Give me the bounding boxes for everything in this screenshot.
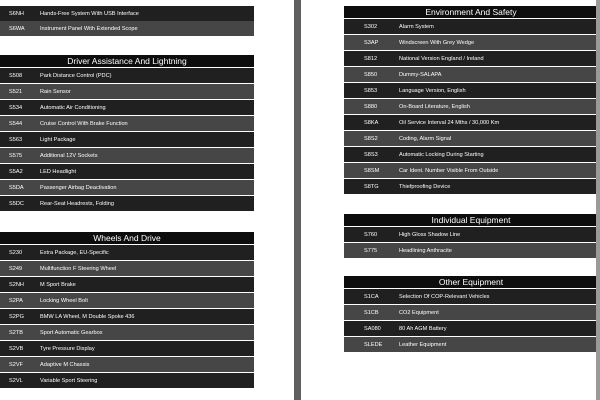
option-description: Sport Automatic Gearbox	[40, 329, 103, 336]
section-title: Individual Equipment	[344, 214, 598, 227]
option-row	[344, 305, 598, 321]
option-description: On-Board Literature, English	[399, 103, 470, 110]
option-description: Headlining Anthracite	[399, 247, 452, 254]
option-code: S8SM	[364, 167, 380, 174]
option-code: S563	[9, 136, 23, 143]
option-code: S760	[364, 231, 378, 238]
option-code: S544	[9, 120, 23, 127]
option-row	[0, 261, 254, 277]
option-description: Tyre Pressure Display	[40, 345, 95, 352]
option-row	[344, 131, 598, 147]
option-description: Thiefproofing Device	[399, 183, 451, 190]
option-row	[344, 243, 598, 259]
option-description: Rain Sensor	[40, 88, 71, 95]
option-row	[0, 84, 254, 100]
section-other-equipment	[344, 276, 598, 353]
option-description: Multifunction F Steering Wheel	[40, 265, 117, 272]
option-code: S880	[364, 103, 378, 110]
option-row	[344, 179, 598, 195]
option-row	[0, 373, 254, 389]
option-row	[0, 309, 254, 325]
option-row	[0, 293, 254, 309]
option-row	[344, 289, 598, 305]
option-description: High Gloss Shadow Line	[399, 231, 461, 238]
option-row	[0, 148, 254, 164]
option-code: S230	[9, 249, 23, 256]
option-description: Coding, Alarm Signal	[399, 135, 452, 142]
section-individual-equipment	[344, 214, 598, 259]
option-description: M Sport Brake	[40, 281, 76, 288]
option-description: Dummy-SALAPA	[399, 71, 442, 78]
option-row	[0, 68, 254, 84]
option-code: S1CA	[364, 293, 379, 300]
option-row	[0, 180, 254, 196]
option-description: Rear-Seat Headrests, Folding	[40, 200, 114, 207]
option-description: National Version England / Ireland	[399, 55, 484, 62]
option-description: Passenger Airbag Deactivation	[40, 184, 117, 191]
section-title: Wheels And Drive	[0, 232, 254, 245]
option-code: S575	[9, 152, 23, 159]
option-row	[344, 83, 598, 99]
option-description: Adaptive M Chassis	[40, 361, 90, 368]
option-description: Variable Sport Steering	[40, 377, 98, 384]
option-code: S853	[364, 87, 378, 94]
option-description: 80 Ah AGM Battery	[399, 325, 447, 332]
option-code: S249	[9, 265, 23, 272]
option-row	[344, 67, 598, 83]
option-code: S3AP	[364, 39, 379, 46]
section-title: Environment And Safety	[344, 6, 598, 19]
option-code: S6WA	[9, 25, 25, 32]
option-description: Automatic Air Conditioning	[40, 104, 106, 111]
option-code: S8S3	[364, 151, 378, 158]
option-description: Leather Equipment	[399, 341, 447, 348]
option-code: S2TB	[9, 329, 23, 336]
page-divider	[294, 0, 301, 400]
option-row	[0, 341, 254, 357]
option-code: S6NH	[9, 10, 24, 17]
option-row	[0, 132, 254, 148]
option-description: Additional 12V Sockets	[40, 152, 98, 159]
option-description: Locking Wheel Bolt	[40, 297, 88, 304]
option-code: S8KA	[364, 119, 379, 126]
option-row	[0, 6, 254, 21]
section-driver-assistance	[0, 55, 254, 212]
option-code: S2NH	[9, 281, 24, 288]
option-description: Language Version, English	[399, 87, 466, 94]
option-row	[344, 51, 598, 67]
section-wheels-and-drive	[0, 232, 254, 389]
option-code: S5DC	[9, 200, 24, 207]
option-row	[0, 325, 254, 341]
option-code: S2VB	[9, 345, 24, 352]
option-row	[344, 147, 598, 163]
option-code: S508	[9, 72, 23, 79]
option-row	[344, 321, 598, 337]
option-description: LED Headlight	[40, 168, 77, 175]
option-row	[0, 164, 254, 180]
option-code: S534	[9, 104, 23, 111]
option-code: S775	[364, 247, 378, 254]
section-title: Other Equipment	[344, 276, 598, 289]
option-row	[0, 21, 254, 36]
option-code: S2PA	[9, 297, 23, 304]
option-row	[344, 163, 598, 179]
option-code: S521	[9, 88, 23, 95]
option-code: SLEDE	[364, 341, 383, 348]
option-description: Windscreen With Grey Wedge	[399, 39, 475, 46]
option-row	[344, 35, 598, 51]
option-description: Instrument Panel With Extended Scope	[40, 25, 138, 32]
option-code: S1CB	[364, 309, 379, 316]
option-code: S2VL	[9, 377, 23, 384]
option-code: S5A2	[9, 168, 23, 175]
option-row	[0, 357, 254, 373]
option-description: Oil Service Interval 24 Mths / 30,000 Km	[399, 119, 500, 126]
option-description: Selection Of COP-Relevant Vehicles	[399, 293, 490, 300]
scrollbar-track[interactable]	[596, 0, 600, 400]
option-row	[344, 99, 598, 115]
section-title: Driver Assistance And Lightning	[0, 55, 254, 68]
option-row	[344, 227, 598, 243]
option-description: Automatic Locking During Starting	[399, 151, 484, 158]
option-description: BMW LA Wheel, M Double Spoke 436	[40, 313, 135, 320]
option-description: Hands-Free System With USB Interface	[40, 10, 139, 17]
option-row	[0, 196, 254, 212]
section-environment-and-safety	[344, 6, 598, 195]
option-code: S2VF	[9, 361, 23, 368]
option-row	[0, 100, 254, 116]
option-description: Cruise Control With Brake Function	[40, 120, 128, 127]
option-description: CO2 Equipment	[399, 309, 439, 316]
option-code: S5DA	[9, 184, 24, 191]
option-code: S302	[364, 23, 378, 30]
option-code: S2PG	[9, 313, 24, 320]
option-description: Park Distance Control (PDC)	[40, 72, 112, 79]
option-description: Car Ident. Number Visible From Outside	[399, 167, 499, 174]
option-description: Extra Package, EU-Specific	[40, 249, 109, 256]
option-row	[344, 115, 598, 131]
option-row	[0, 116, 254, 132]
option-code: SA080	[364, 325, 381, 332]
option-code: S8S2	[364, 135, 378, 142]
option-row	[344, 337, 598, 353]
section-general	[0, 6, 254, 36]
option-code: S8TG	[364, 183, 379, 190]
option-description: Alarm System	[399, 23, 434, 30]
option-row	[0, 277, 254, 293]
option-row	[344, 19, 598, 35]
option-code: S850	[364, 71, 378, 78]
option-description: Light Package	[40, 136, 76, 143]
option-row	[0, 245, 254, 261]
option-code: S812	[364, 55, 378, 62]
